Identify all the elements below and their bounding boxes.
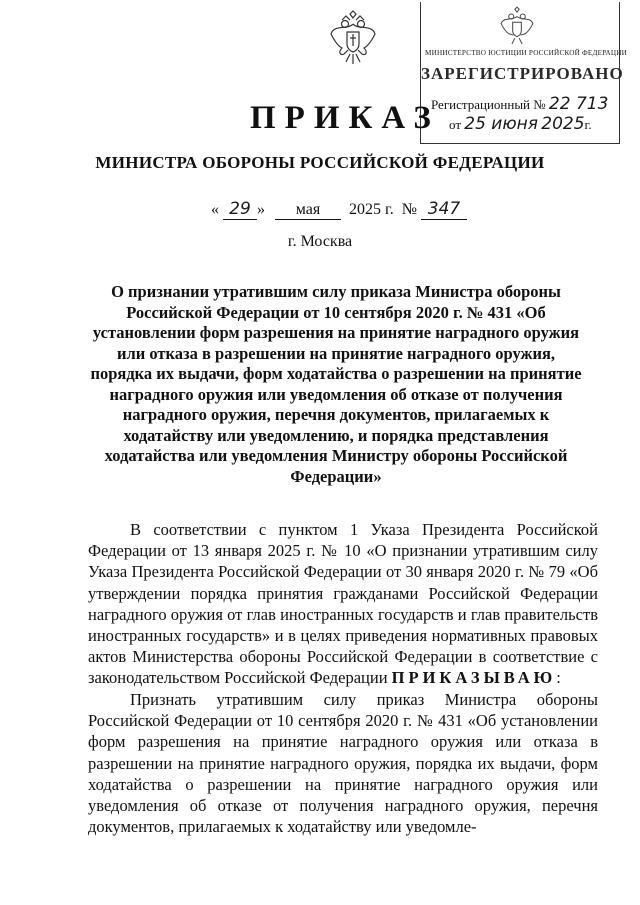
russian-coat-of-arms-icon [328, 10, 378, 70]
date-day: 29 [223, 199, 257, 220]
date-month: мая [275, 201, 341, 220]
stamp-ministry-name: МИНИСТЕРСТВО ЮСТИЦИИ РОССИЙСКОЙ ФЕДЕРАЦИИ [425, 49, 628, 57]
stamp-registration-line [431, 94, 608, 114]
order-word: ПРИКАЗЫВАЮ [391, 668, 557, 688]
registration-stamp [420, 2, 628, 144]
date-open-quote: « [211, 201, 219, 218]
body-paragraph-2: Признать утратившим силу приказ Министра обороны Российской Федерации от 10 сентября 2020 г. № 431 «Об установлении форм разрешения на принятие наградного оружия или отказа в разрешении на принятие наградного оружия, порядка их выдачи, форм ходатайства о разрешении на принятие наградного оружия или уведомления об отказе от получения наградного оружия, перечня документов, прилагаемых к ходатайству или уведомле- [88, 690, 598, 837]
stamp-year: 2025 [541, 114, 585, 134]
order-title: О признании утратившим силу приказа Министра обороны Российской Федерации от 10 сентября 2020 г. № 431 «Об установлении форм разрешения на принятие наградного оружия или отказа в разрешении на принятие наградного оружия, порядка их выдачи, форм ходатайства о разрешении на принятие наградного оружия или уведомления об отказе от получения наградного оружия, перечня документов, прилагаемых к ходатайству или уведомлению, и порядка представления ходатайства или уведомления Министру обороны Российской Федерации» [90, 282, 582, 486]
body-paragraph-1 [88, 519, 598, 689]
ministry-heading: МИНИСТРА ОБОРОНЫ РОССИЙСКОЙ ФЕДЕРАЦИИ [95, 153, 545, 172]
date-close-quote: » [257, 201, 265, 218]
stamp-date-value: 25 июня [464, 114, 539, 134]
order-colon: : [556, 668, 561, 688]
stamp-reg-number: 22 713 [548, 94, 609, 114]
stamp-coat-of-arms-icon [499, 6, 535, 50]
stamp-status: ЗАРЕГИСТРИРОВАНО [421, 64, 624, 83]
date-year: 2025 г. [349, 201, 394, 218]
stamp-year-suffix: г. [584, 117, 592, 132]
paragraph-1-text: В соответствии с пунктом 1 Указа Президента Российской Федерации от 13 января 2025 г. № 10 «О признании утратившим силу Указа Президента Российской Федерации от 30 января 2020 г. № 79 «Об утверждении порядка принятия гражданами Российской Федерации наградного оружия от глав иностранных государств и глав правительств иностранных государств» и в целях приведения нормативных правовых актов Министерства обороны Российской Федерации в соответствие с законодательством Российской Федерации [88, 520, 598, 688]
city: г. Москва [287, 233, 353, 250]
number-label: № [401, 201, 418, 218]
stamp-date-line [449, 114, 592, 134]
stamp-reg-label: Регистрационный № [431, 97, 546, 112]
stamp-date-prefix: от [449, 117, 462, 132]
order-number: 347 [421, 199, 467, 220]
document-type-title: ПРИКАЗ [250, 100, 440, 136]
date-number-line [211, 199, 467, 220]
